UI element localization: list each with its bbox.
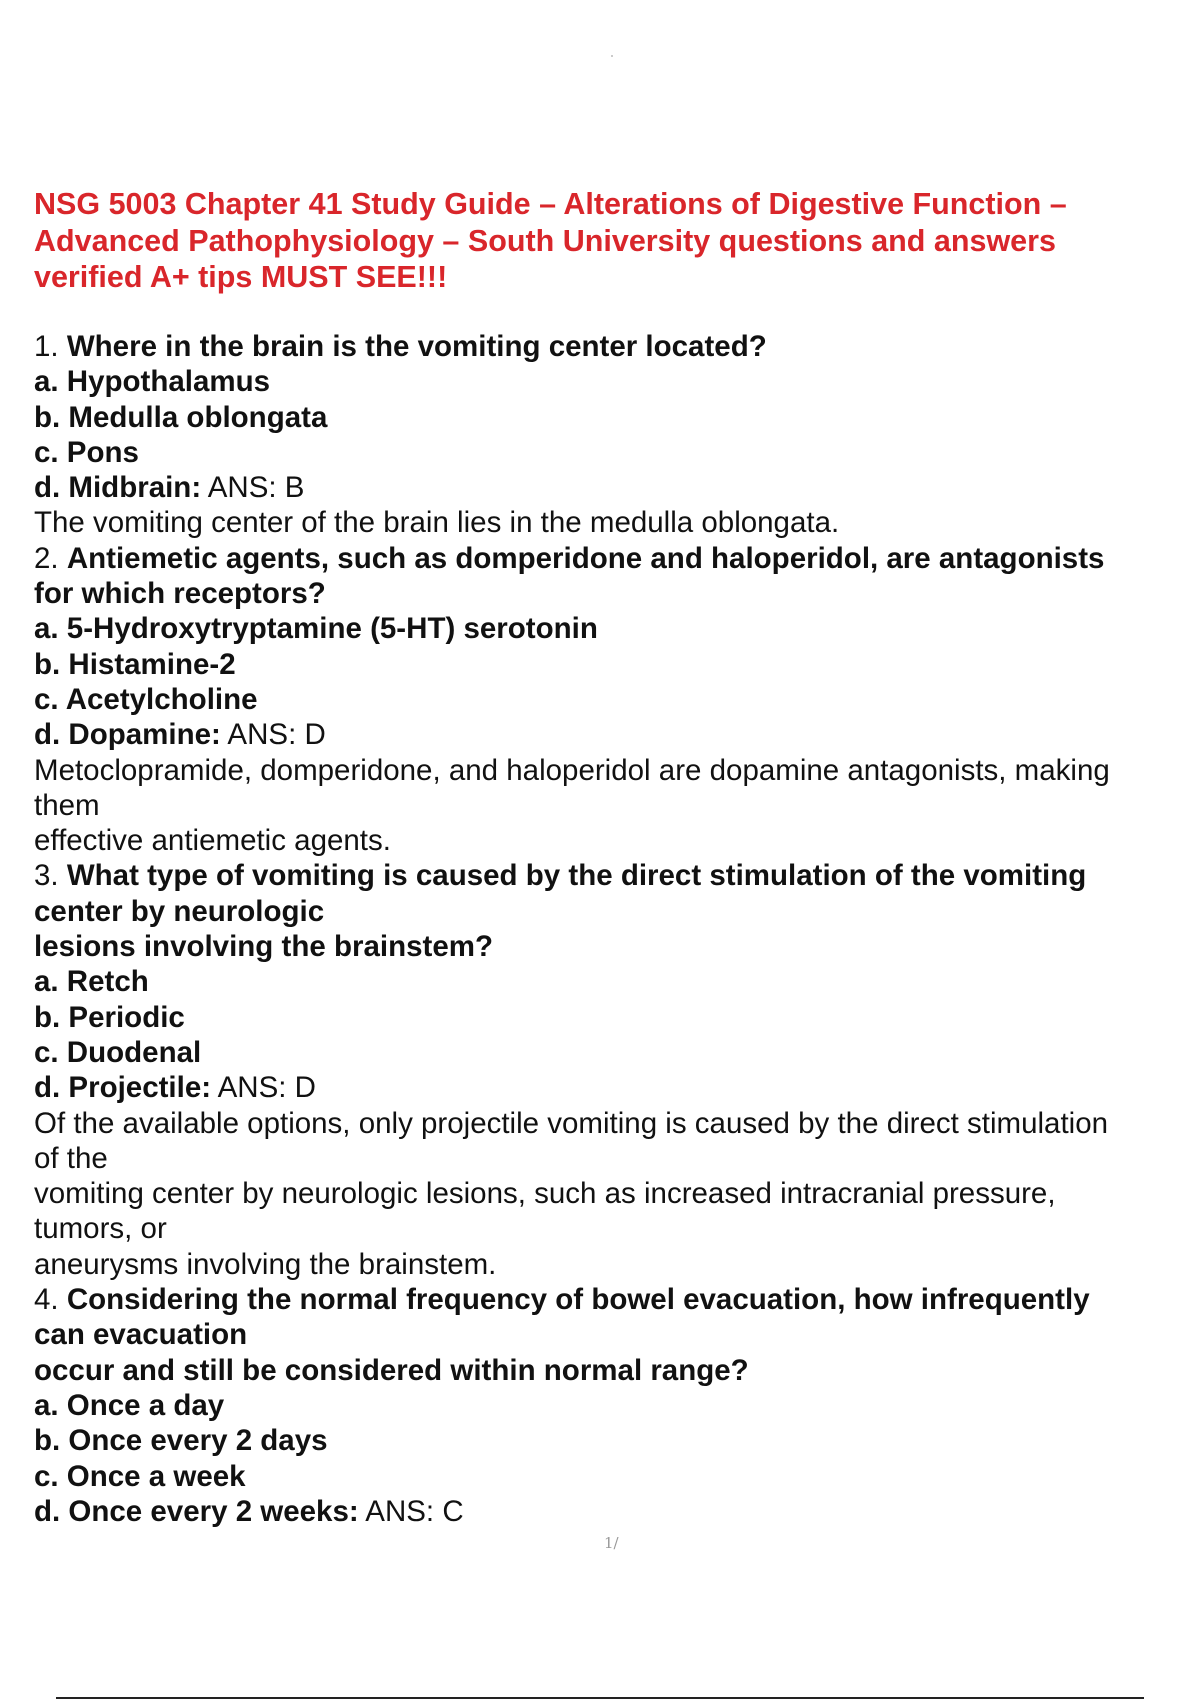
question-text: occur and still be considered within normal range?: [34, 1353, 749, 1387]
page-number: 1/: [604, 1534, 619, 1552]
question-2: [34, 541, 1194, 859]
question-4: [34, 1282, 1194, 1529]
answer-key: ANS: D: [227, 718, 326, 752]
rationale-text: effective antiemetic agents.: [34, 824, 391, 858]
question-text: for which receptors?: [34, 577, 326, 611]
rationale-text: tumors, or: [34, 1212, 167, 1246]
answer-option: b. Histamine-2: [34, 647, 236, 681]
answer-option: c. Acetylcholine: [34, 682, 258, 716]
question-text: Where in the brain is the vomiting center located?: [66, 330, 767, 363]
question-text: center by neurologic: [34, 894, 325, 928]
answer-key: ANS: D: [217, 1071, 316, 1105]
answer-option: c. Pons: [34, 435, 139, 469]
rationale-text: vomiting center by neurologic lesions, such as increased intracranial pressure,: [34, 1177, 1056, 1211]
answer-option: d. Midbrain:: [34, 471, 202, 505]
bottom-rule: [56, 1697, 1144, 1699]
answer-option: b. Once every 2 days: [34, 1424, 328, 1458]
rationale-text: them: [34, 788, 100, 822]
answer-option: a. 5-Hydroxytryptamine (5-HT) serotonin: [34, 612, 598, 646]
rationale-text: aneurysms involving the brainstem.: [34, 1247, 497, 1281]
rationale-text: The vomiting center of the brain lies in the medulla oblongata.: [34, 506, 840, 540]
question-text: Antiemetic agents, such as domperidone and haloperidol, are antagonists: [66, 541, 1105, 575]
title-line: verified A+ tips MUST SEE!!!: [34, 260, 448, 294]
answer-option: d. Once every 2 weeks:: [34, 1494, 359, 1528]
answer-option: a. Hypothalamus: [34, 365, 271, 399]
answer-option: a. Once a day: [34, 1388, 225, 1422]
question-text: lesions involving the brainstem?: [34, 930, 493, 964]
answer-key: ANS: C: [365, 1494, 464, 1528]
scan-speck: [611, 55, 613, 57]
question-number: 2.: [34, 541, 59, 575]
answer-option: b. Periodic: [34, 1000, 185, 1034]
question-text: What type of vomiting is caused by the direct stimulation of the vomiting: [66, 859, 1087, 893]
document-title: [34, 186, 1174, 296]
question-text: can evacuation: [34, 1318, 248, 1352]
rationale-text: Of the available options, only projectile vomiting is caused by the direct stimulation: [34, 1106, 1109, 1140]
question-text: Considering the normal frequency of bowel evacuation, how infrequently: [66, 1283, 1090, 1317]
answer-option: c. Duodenal: [34, 1035, 202, 1069]
question-1: [34, 329, 1194, 541]
question-number: 4.: [34, 1283, 59, 1317]
rationale-text: Metoclopramide, domperidone, and haloperidol are dopamine antagonists, making: [34, 753, 1110, 787]
question-3: [34, 858, 1194, 1282]
answer-option: a. Retch: [34, 965, 149, 999]
rationale-text: of the: [34, 1141, 108, 1175]
answer-option: d. Dopamine:: [34, 718, 221, 752]
title-line: Advanced Pathophysiology – South University questions and answers: [34, 223, 1056, 258]
question-list: [34, 329, 1194, 1529]
question-number: 3.: [34, 859, 59, 893]
title-line: NSG 5003 Chapter 41 Study Guide – Alterations of Digestive Function –: [34, 187, 1067, 221]
answer-key: ANS: B: [207, 471, 305, 505]
answer-option: b. Medulla oblongata: [34, 400, 328, 434]
question-number: 1.: [34, 330, 59, 363]
answer-option: c. Once a week: [34, 1459, 246, 1493]
answer-option: d. Projectile:: [34, 1071, 212, 1105]
